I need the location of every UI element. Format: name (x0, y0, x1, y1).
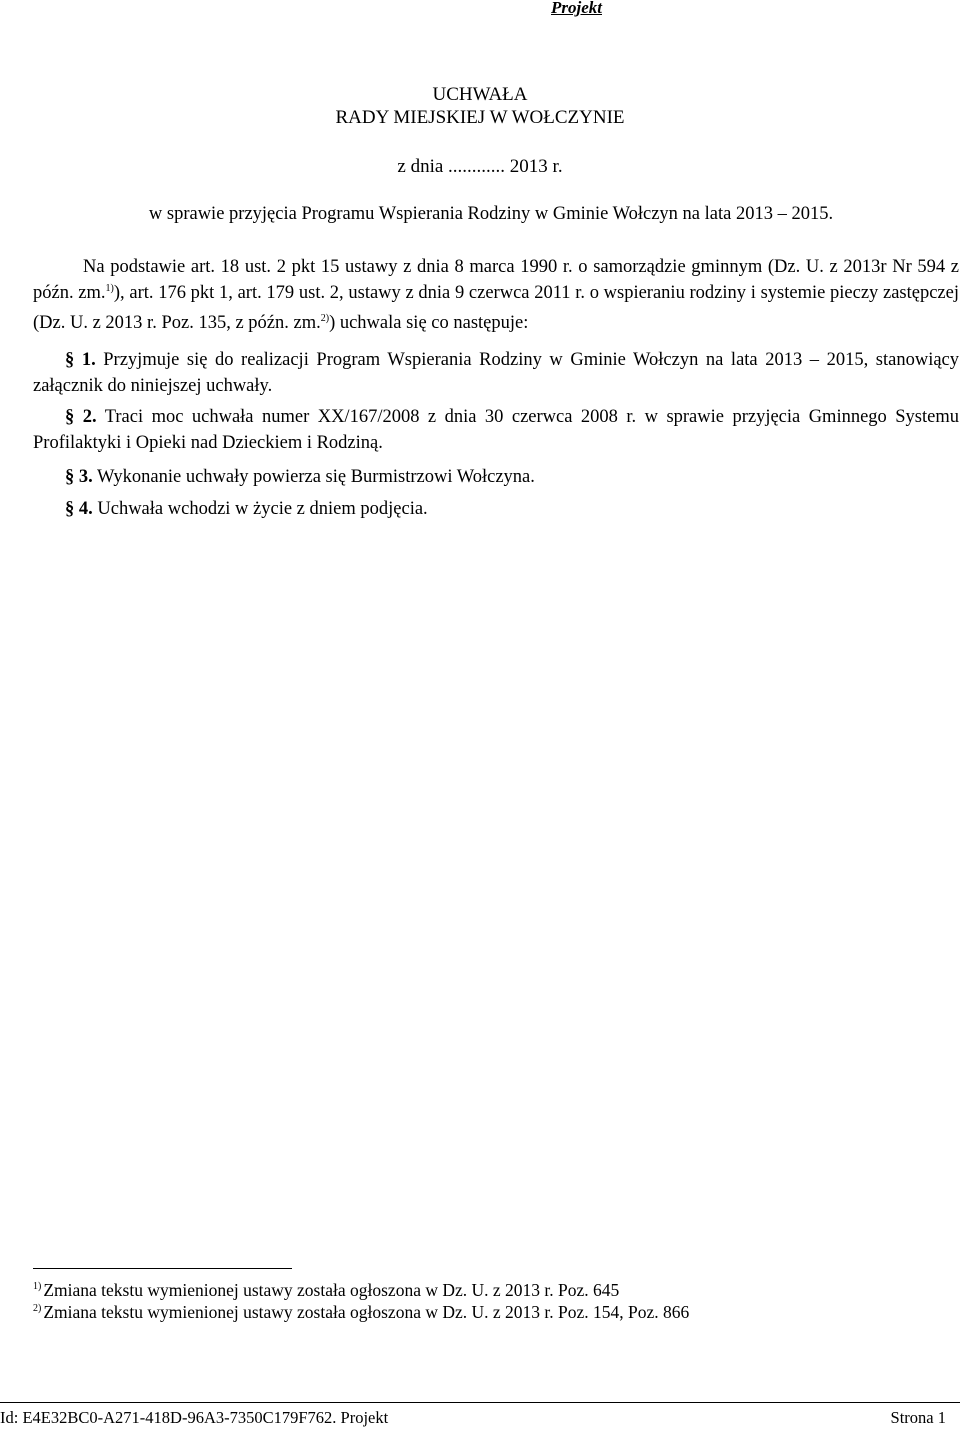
footnote-text: Zmiana tekstu wymienionej ustawy została ogłoszona w Dz. U. z 2013 r. Poz. 645 (43, 1280, 620, 1300)
paragraph-number: § 2. (65, 407, 97, 427)
footnote-text: Zmiana tekstu wymienionej ustawy została ogłoszona w Dz. U. z 2013 r. Poz. 154, Poz. 866 (43, 1302, 690, 1322)
paragraph-number: § 3. (65, 467, 93, 487)
footnote-2 (33, 1301, 689, 1327)
legal-basis-text-1: Na podstawie art. 18 ust. 2 pkt 15 ustawy z dnia 8 marca 1990 r. o samorządzie gminnym (Dz. U. z 2013r Nr 594 z późn. zm. (33, 257, 959, 304)
document-date: z dnia ............ 2013 r. (397, 156, 563, 177)
page-number: Strona 1 (890, 1408, 946, 1427)
paragraph-4 (33, 496, 959, 522)
footnote-marker: 2) (33, 1303, 42, 1314)
document-title: UCHWAŁA (432, 84, 528, 105)
document-issuer: RADY MIEJSKIEJ W WOŁCZYNIE (335, 107, 625, 128)
footnote-separator (33, 1268, 292, 1269)
legal-basis-text-3: ) uchwala się co następuje: (329, 312, 529, 333)
paragraph-3 (33, 464, 959, 490)
document-id: Id: E4E32BC0-A271-418D-96A3-7350C179F762. Projekt (0, 1408, 389, 1427)
paragraph-number: § 4. (65, 499, 93, 519)
paragraph-text: Uchwała wchodzi w życie z dniem podjęcia. (92, 499, 428, 519)
legal-basis-paragraph (33, 254, 959, 339)
footnote-ref-2: 2) (320, 312, 330, 324)
paragraph-text: Przyjmuje się do realizacji Program Wspierania Rodziny w Gminie Wołczyn na lata 2013 – 2015, stanowiący załącznik do niniejszej uchwały. (33, 350, 960, 397)
paragraph-2 (33, 404, 959, 457)
footer-separator (0, 1402, 960, 1403)
paragraph-number: § 1. (65, 350, 96, 370)
legal-basis-text-2: ), art. 176 pkt 1, art. 179 ust. 2, ustawy z dnia 9 czerwca 2011 r. o wspieraniu rodziny i systemie pieczy zastępczej (Dz. U. z 2013 r. Poz. 135, z późn. zm. (33, 283, 959, 333)
document-subject: w sprawie przyjęcia Programu Wspierania Rodziny w Gminie Wołczyn na lata 2013 – 2015. (148, 204, 834, 224)
footnote-ref-1: 1) (105, 283, 114, 295)
footnote-marker: 1) (33, 1281, 42, 1292)
projekt-label: Projekt (551, 0, 602, 17)
paragraph-text: Wykonanie uchwały powierza się Burmistrzowi Wołczyna. (92, 467, 535, 487)
paragraph-1 (33, 347, 959, 400)
paragraph-text: Traci moc uchwała numer XX/167/2008 z dnia 30 czerwca 2008 r. w sprawie przyjęcia Gminnego Systemu Profilaktyki i Opieki nad Dzieckiem i Rodziną. (33, 407, 959, 454)
